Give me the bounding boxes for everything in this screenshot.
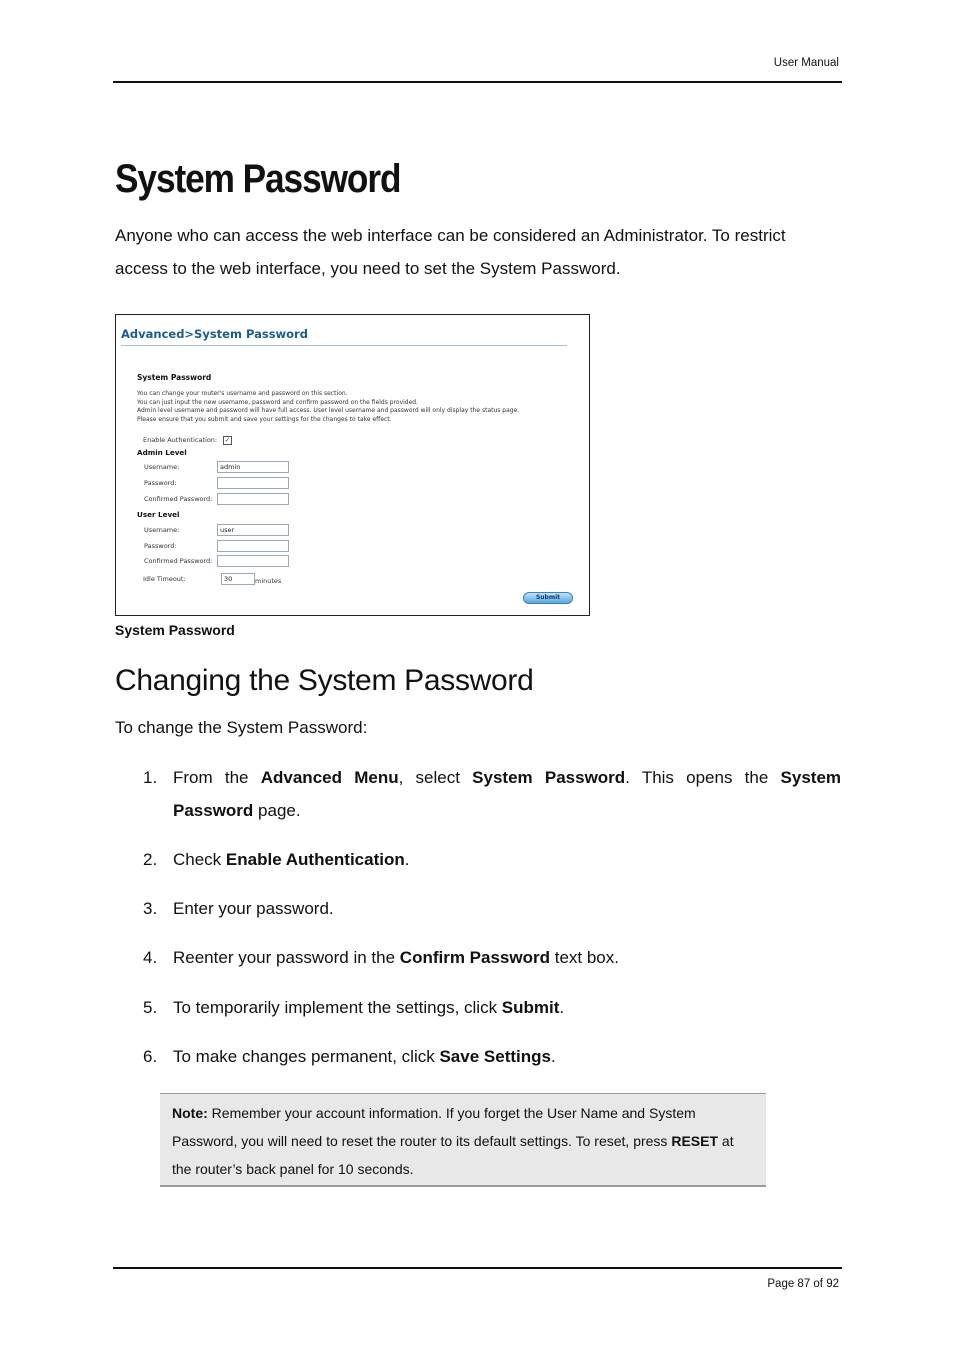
footer-rule <box>113 1267 842 1269</box>
note-box <box>160 1093 766 1187</box>
list-item <box>143 1040 841 1073</box>
steps-list <box>143 761 841 1073</box>
step-text: Reenter your password in the Confirm Password text box. <box>173 948 619 967</box>
figure-caption: System Password <box>115 622 235 638</box>
admin-confirm-input[interactable] <box>217 493 289 505</box>
step-number: 2. <box>143 850 158 869</box>
user-username-input[interactable]: user <box>217 524 289 536</box>
list-item <box>143 941 841 974</box>
idle-timeout-unit: minutes <box>255 577 282 585</box>
step-text: To make changes permanent, click Save Settings. <box>173 1047 556 1066</box>
steps-lead: To change the System Password: <box>115 718 368 737</box>
checkmark-icon: ✓ <box>224 436 231 444</box>
user-username-label: Username: <box>144 526 180 534</box>
note-text: Remember your account information. If you forget the User Name and System Password, you will need to reset the router to its default settings. To reset, press <box>172 1105 696 1149</box>
admin-password-label: Password: <box>144 479 177 487</box>
desc-line: You can just input the new username, password and confirm password on the fields provided. <box>137 398 419 406</box>
desc-line: Admin level username and password will have full access. User level username and password will only display the status page. <box>137 407 520 414</box>
subsection-title: Changing the System Password <box>115 664 534 697</box>
list-item <box>143 843 841 876</box>
step-text: Enter your password. <box>173 899 334 918</box>
idle-timeout-label: Idle Timeout: <box>143 575 186 583</box>
step-number: 4. <box>143 948 158 967</box>
step-text: From the Advanced Menu, select System Password. This opens the System Password page. <box>173 768 842 820</box>
admin-confirm-label: Confirmed Password: <box>144 495 213 503</box>
admin-password-input[interactable] <box>217 477 289 489</box>
step-number: 1. <box>143 768 158 787</box>
enable-auth-label: Enable Authentication: <box>143 436 218 444</box>
desc-line: Please ensure that you submit and save your settings for the changes to take effect. <box>137 415 392 423</box>
page-title: System Password <box>115 157 401 201</box>
intro-paragraph: Anyone who can access the web interface can be considered an Administrator. To restrict access to the web interface, you need to set the System Password. <box>115 226 786 278</box>
user-password-input[interactable] <box>217 540 289 552</box>
admin-username-label: Username: <box>144 463 180 471</box>
screenshot-title-rule <box>121 345 567 346</box>
user-confirm-input[interactable] <box>217 555 289 567</box>
step-number: 3. <box>143 899 158 918</box>
user-level-heading: User Level <box>137 510 180 519</box>
page-number: Page 87 of 92 <box>767 1278 839 1290</box>
user-password-label: Password: <box>144 542 177 550</box>
desc-line: You can change your router's username and password on this section. <box>137 390 348 397</box>
list-item <box>143 991 841 1024</box>
header-rule <box>113 81 842 83</box>
system-password-screenshot <box>115 314 590 616</box>
enable-auth-checkbox[interactable] <box>223 436 232 445</box>
screenshot-section-title: System Password <box>137 373 212 382</box>
admin-username-input[interactable]: admin <box>217 461 289 473</box>
header-title: User Manual <box>773 57 839 69</box>
step-number: 6. <box>143 1047 158 1066</box>
list-item <box>143 892 841 925</box>
note-reset: RESET <box>671 1133 719 1149</box>
note-text-end: at the router’s back panel for 10 seconds. <box>172 1133 734 1177</box>
screenshot-description <box>137 390 577 424</box>
user-confirm-label: Confirmed Password: <box>144 557 213 565</box>
submit-button[interactable]: Submit <box>523 592 573 604</box>
screenshot-breadcrumb: Advanced>System Password <box>121 327 308 341</box>
idle-timeout-input[interactable]: 30 <box>221 573 255 585</box>
admin-level-heading: Admin Level <box>137 448 187 457</box>
step-text: To temporarily implement the settings, click Submit. <box>173 998 565 1017</box>
note-label: Note: <box>172 1105 208 1121</box>
step-number: 5. <box>143 998 158 1017</box>
step-text: Check Enable Authentication. <box>173 850 410 869</box>
list-item <box>143 761 841 827</box>
